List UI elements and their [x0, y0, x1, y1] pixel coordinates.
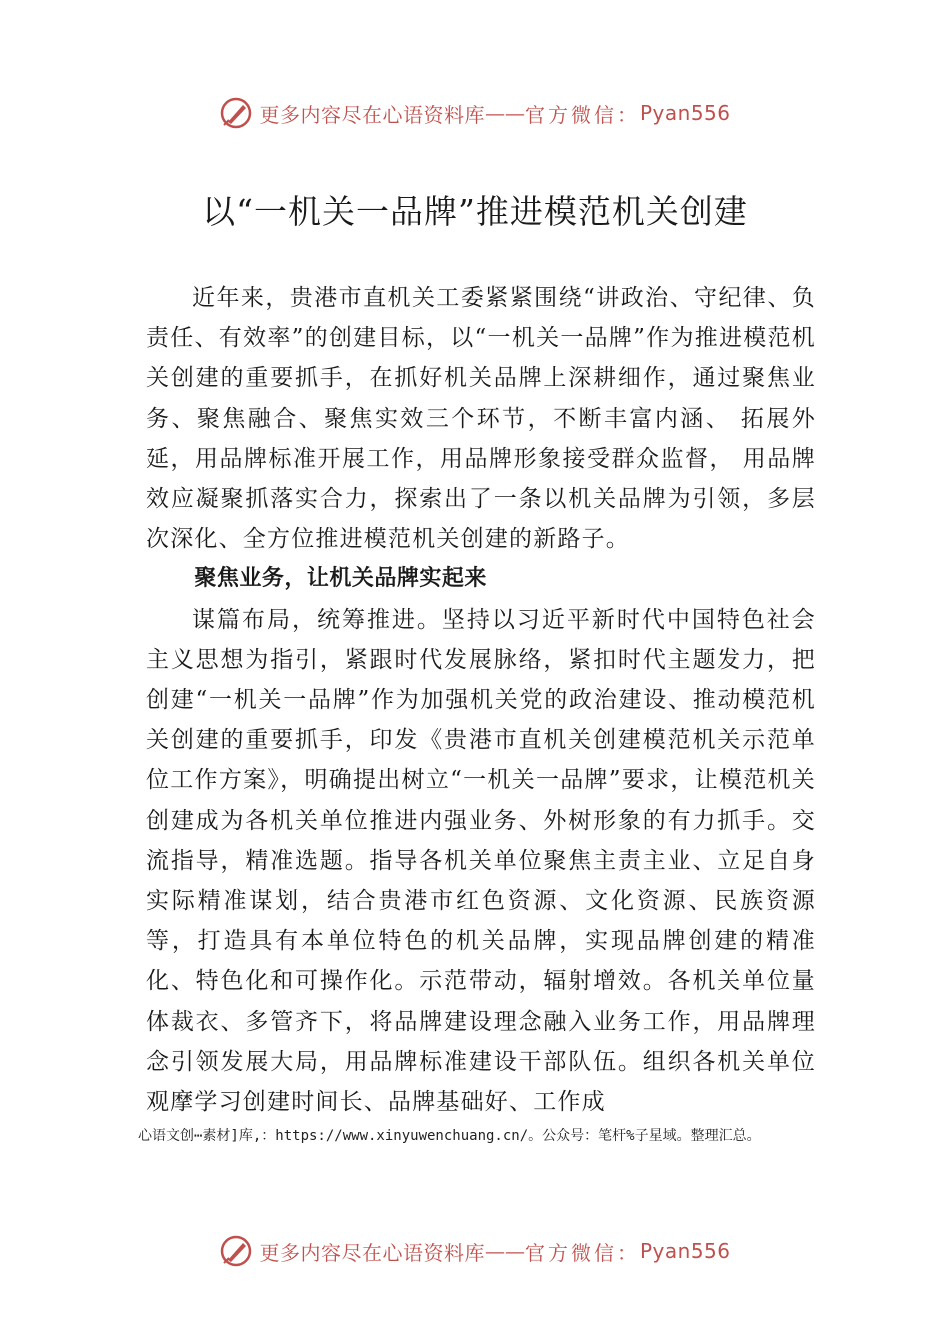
- watermark-label: 官方微信：: [524, 102, 640, 127]
- section-paragraph: 谋篇布局，统筹推进。坚持以习近平新时代中国特色社会主义思想为指引，紧跟时代发展脉络，紧扣时代主题发力，把创建“一机关一品牌”作为加强机关党的政治建设、推动模范机关创建的重要抓手，印发《贵港市直机关创建模范机关示范单位工作方案》，明确提出树立“一机关一品牌”要求，让模范机关创建成为各机关单位推进内强业务、外树形象的有力抓手。交流指导，精准选题。指导各机关单位聚焦主责主业、立足自身实际精准谋划，结合贵港市红色资源、文化资源、民族资源等，打造具有本单位特色的机关品牌，实现品牌创建的精准化、特色化和可操作化。示范带动，辐射增效。各机关单位量体裁衣、多管齐下，将品牌建设理念融入业务工作，用品牌理念引领发展大局，用品牌标准建设干部队伍。组织各机关单位观摩学习创建时间长、品牌基础好、工作成: [146, 606, 816, 1116]
- watermark-text: 更多内容尽在心语资料库: [259, 1240, 485, 1265]
- intro-paragraph: 近年来，贵港市直机关工委紧紧围绕“讲政治、守纪律、负责任、有效率”的创建目标，以“一机关一品牌”作为推进模范机关创建的重要抓手，在抓好机关品牌上深耕细作，通过聚焦业务、聚焦融合、聚焦实效三个环节，不断丰富内涵、 拓展外延，用品牌标准开展工作，用品牌形象接受群众监督， 用品牌效应凝聚抓落实合力，探索出了一条以机关品牌为引领，多层次深化、全方位推进模范机关创建的新路子。: [146, 285, 816, 553]
- page-title: 以“一机关一品牌”推进模范机关创建: [202, 192, 748, 231]
- watermark-label: 官方微信：: [524, 1240, 640, 1265]
- article-body: [146, 278, 816, 1122]
- quill-pen-icon: [219, 1234, 253, 1268]
- source-footnote: 心语文创⋯素材]库,：https://www.xinyuwenchuang.cn/。公众号：笔杆%子星域。整理汇总。: [138, 1128, 761, 1144]
- watermark-text: 更多内容尽在心语资料库: [259, 102, 485, 127]
- footer-watermark: [0, 1234, 950, 1268]
- watermark-wechat-id: Pyan556: [639, 1239, 731, 1263]
- watermark-dash: ——: [484, 101, 525, 125]
- watermark-dash: ——: [484, 1239, 525, 1263]
- header-watermark: [0, 96, 950, 130]
- quill-pen-icon: [219, 96, 253, 130]
- section-heading: 聚焦业务，让机关品牌实起来: [194, 566, 487, 592]
- watermark-wechat-id: Pyan556: [639, 101, 731, 125]
